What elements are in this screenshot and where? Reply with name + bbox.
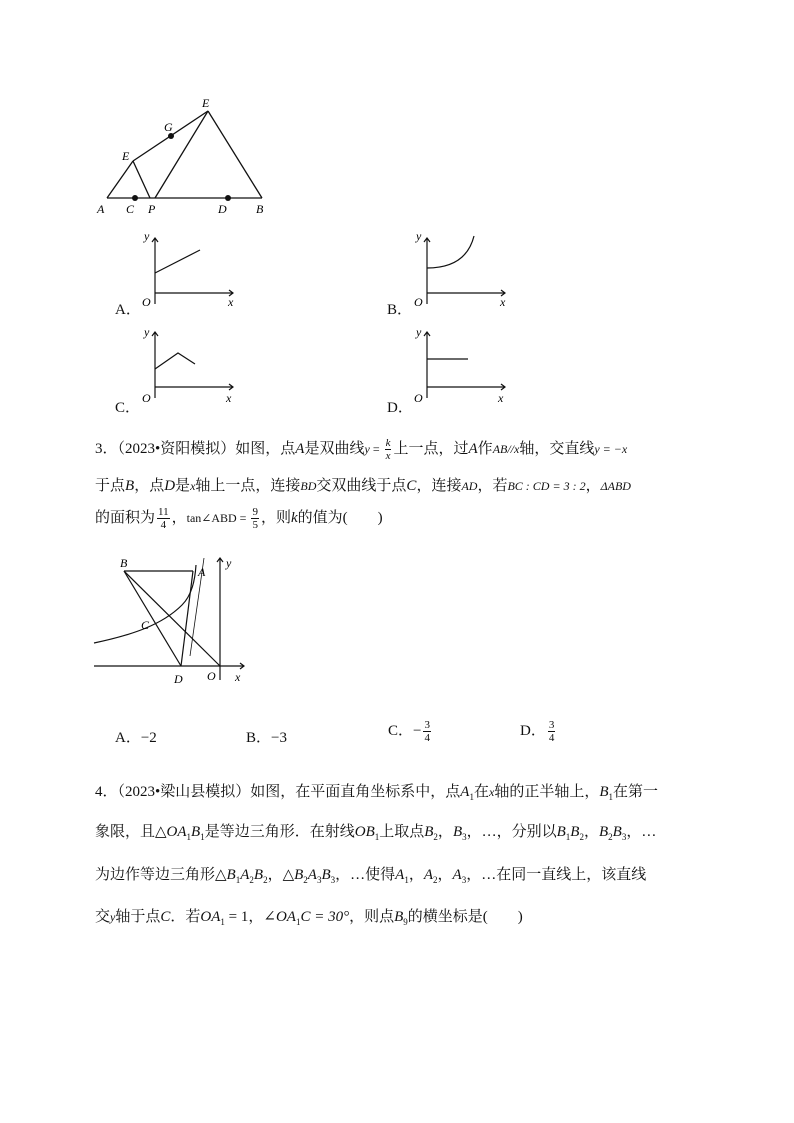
option-c-graph[interactable] — [138, 324, 243, 406]
option-a-label[interactable]: A． — [115, 302, 141, 318]
option-d-label[interactable]: D． — [387, 400, 413, 416]
point-c — [132, 195, 138, 201]
option-b-graph[interactable] — [410, 228, 515, 310]
label-a: A — [97, 202, 105, 216]
option-c-label[interactable]: C． — [115, 400, 141, 416]
origin: O — [414, 391, 423, 405]
label-e: E — [122, 149, 130, 163]
q4-line1: 4．（2023•梁山县模拟）如图，在平面直角坐标系中，点$A_1$在x轴的正半轴上，$B_1$在第一 — [95, 784, 659, 802]
origin: O — [142, 391, 151, 405]
origin: O — [142, 295, 151, 309]
q4-line4: 交y轴于点C．若$OA_1 = 1$，$\angle OA_1C = 30^\circ$，则点$B_9$的横坐标是( ) — [95, 909, 523, 927]
axis-x: x — [226, 391, 232, 405]
axis-y: y — [144, 325, 150, 339]
label-a: A — [198, 565, 206, 579]
label-b: B — [256, 202, 264, 216]
point-d — [225, 195, 231, 201]
label-c: C — [126, 202, 135, 216]
q3-option-b[interactable]: B．−3 — [246, 730, 287, 746]
axis-y: y — [144, 229, 150, 243]
q3-option-a[interactable]: A．−2 — [115, 730, 157, 746]
label-d: D — [174, 672, 183, 686]
axis-x: x — [498, 391, 504, 405]
label-b: B — [120, 556, 128, 570]
q3-line2: 于点B，点D是x轴上一点，连接BD交双曲线于点C，连接AD，若BC : CD = 3 : 2，ΔABD — [95, 478, 631, 494]
label-x: x — [235, 670, 241, 684]
axis-y: y — [416, 229, 422, 243]
label-y: y — [226, 556, 232, 570]
label-c: C — [141, 618, 150, 632]
option-a-graph[interactable] — [138, 228, 243, 310]
q3-line1: 3．（2023•资阳模拟）如图，点A是双曲线y = $\frac{k}{x}$ 上一点，过A作AB//x轴，交直线y = −x — [95, 437, 628, 463]
q3-line3: 的面积为 $\frac{11}{4}$ ，tan∠ABD = $\frac{9}{5}$ ，则k的值为( ) — [95, 506, 383, 532]
q4-line3: 为边作等边三角形$\triangle B_1A_2B_2$，$\triangle B_2A_3B_3$，…使得$A_1$，$A_2$，$A_3$，…在同一直线上，该直线 — [95, 867, 647, 885]
triangle-figure — [90, 95, 275, 220]
axis-y: y — [416, 325, 422, 339]
label-p: P — [148, 202, 156, 216]
label-d: D — [218, 202, 227, 216]
origin: O — [414, 295, 423, 309]
axis-x: x — [228, 295, 234, 309]
label-f: E — [202, 96, 210, 110]
q3-option-c[interactable]: C．− $\frac{3}{4}$ — [388, 719, 430, 745]
q4-line2: 象限，且$\triangle OA_1B_1$是等边三角形．在射线$OB_1$上取点$B_2$，$B_3$，…，分别以$B_1B_2$，$B_2B_3$，… — [95, 824, 657, 842]
label-o: O — [207, 669, 216, 683]
axis-x: x — [500, 295, 506, 309]
option-b-label[interactable]: B． — [387, 302, 413, 318]
label-g: G — [164, 120, 173, 134]
q3-figure — [92, 555, 252, 690]
q3-option-d[interactable]: D． $\frac{3}{4}$ — [520, 719, 555, 745]
option-d-graph[interactable] — [410, 324, 515, 406]
